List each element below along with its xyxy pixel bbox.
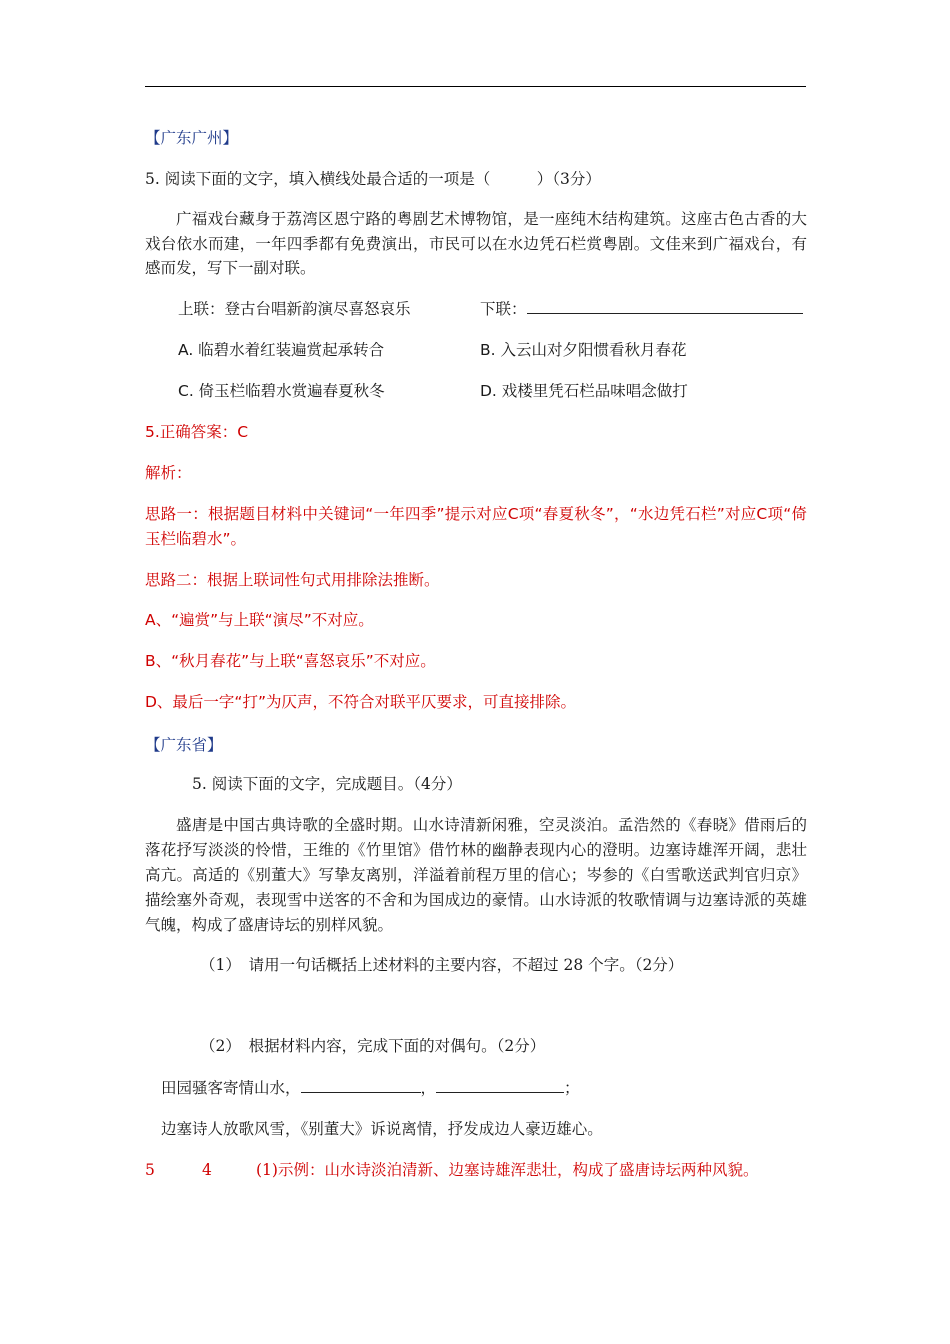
region-guangzhou: 【广东广州】 xyxy=(145,129,239,147)
couplet-lower-blank xyxy=(527,299,803,314)
couplet-line-1-start: 田园骚客寄情山水， xyxy=(161,1079,301,1097)
question-5-guangzhou: 5. 阅读下面的文字，填入横线处最合适的一项是（ ）（3分） xyxy=(145,170,601,188)
passage-guangdong: 盛唐是中国古典诗歌的全盛时期。山水诗清新闲雅，空灵淡泊。孟浩然的《春晓》借雨后的落花抒写淡淡的怜惜，王维的《竹里馆》借竹林的幽静表现内心的澄明。边塞诗雄浑开阔，悲壮高亢。高适的《别董大》写挚友离别，洋溢着前程万里的信心；岑参的《白雪歌送武判官归京》描绘塞外奇观，表现雪中送客的不舍和为国成边的豪情。山水诗派的牧歌情调与边塞诗派的英雄气魄，构成了盛唐诗坛的别样风貌。 xyxy=(145,816,807,934)
couplet-upper: 上联：登古台唱新韵演尽喜怒哀乐 xyxy=(178,300,411,318)
passage-guangzhou: 广福戏台藏身于荔湾区恩宁路的粤剧艺术博物馆，是一座纯木结构建筑。这座古色古香的大戏台依水而建，一年四季都有免费演出，市民可以在水边凭石栏赏粤剧。文佳来到广福戏台，有感而发，写下一副对联。 xyxy=(145,210,807,277)
subquestion-1: （1） 请用一句话概括上述材料的主要内容，不超过 28 个字。（2分） xyxy=(200,956,684,974)
elimination-d: D、最后一字“打”为仄声，不符合对联平仄要求，可直接排除。 xyxy=(145,693,576,711)
answer-example: (1)示例：山水诗淡泊清新、边塞诗雄浑悲壮，构成了盛唐诗坛两种风貌。 xyxy=(256,1161,759,1179)
option-a: A. 临碧水着红装遍赏起承转合 xyxy=(178,341,385,359)
couplet-lower-label: 下联： xyxy=(480,300,527,318)
analysis-label: 解析： xyxy=(145,464,192,482)
couplet-line-1 xyxy=(161,1077,580,1099)
option-c: C. 倚玉栏临碧水赏遍春夏秋冬 xyxy=(178,382,385,400)
couplet-comma: ， xyxy=(420,1079,437,1097)
subquestion-2: （2） 根据材料内容，完成下面的对偶句。（2分） xyxy=(200,1037,546,1055)
option-b: B. 入云山对夕阳惯看秋月春花 xyxy=(480,341,687,359)
analysis-idea-2: 思路二：根据上联词性句式用排除法推断。 xyxy=(145,571,440,589)
answer-number: 5 xyxy=(145,1161,155,1179)
answer-line: 5.正确答案：C xyxy=(145,423,249,441)
couplet-lower xyxy=(480,298,803,320)
couplet-blank-2 xyxy=(436,1078,564,1093)
couplet-line-2: 边塞诗人放歌风雪，《别董大》诉说离情，抒发成边人豪迈雄心。 xyxy=(161,1120,603,1138)
region-guangdong: 【广东省】 xyxy=(145,736,223,754)
elimination-a: A、“遍赏”与上联“演尽”不对应。 xyxy=(145,611,374,629)
answer-score: 4 xyxy=(202,1161,212,1179)
couplet-blank-1 xyxy=(301,1078,421,1093)
elimination-b: B、“秋月春花”与上联“喜怒哀乐”不对应。 xyxy=(145,652,436,670)
question-5-guangdong: 5. 阅读下面的文字，完成题目。（4分） xyxy=(192,775,462,793)
couplet-semicolon: ； xyxy=(564,1079,580,1097)
header-rule xyxy=(145,86,806,87)
analysis-idea-1: 思路一：根据题目材料中关键词“一年四季”提示对应C项“春夏秋冬”，“水边凭石栏”对应C项“倚玉栏临碧水”。 xyxy=(145,505,807,548)
option-d: D. 戏楼里凭石栏品味唱念做打 xyxy=(480,382,688,400)
